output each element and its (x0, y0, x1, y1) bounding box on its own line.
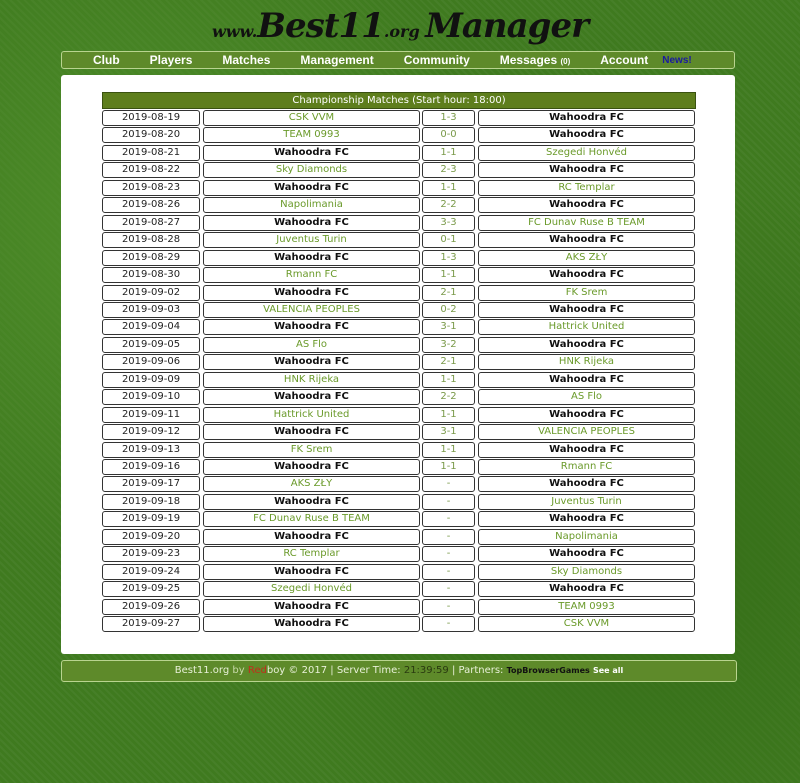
match-score[interactable]: 0-2 (422, 302, 475, 318)
match-date: 2019-09-10 (102, 389, 200, 405)
away-team[interactable]: Wahoodra FC (478, 407, 695, 423)
match-date: 2019-09-19 (102, 511, 200, 527)
home-team[interactable]: VALENCIA PEOPLES (203, 302, 420, 318)
home-team[interactable]: Wahoodra FC (203, 459, 420, 475)
footer-sep: | (330, 665, 334, 676)
away-team[interactable]: RC Templar (478, 180, 695, 196)
match-date: 2019-09-02 (102, 285, 200, 301)
home-team[interactable]: FK Srem (203, 442, 420, 458)
away-team[interactable]: AS Flo (478, 389, 695, 405)
home-team[interactable]: Wahoodra FC (203, 215, 420, 231)
away-team[interactable]: VALENCIA PEOPLES (478, 424, 695, 440)
match-score[interactable]: 1-1 (422, 180, 475, 196)
home-team[interactable]: HNK Rijeka (203, 372, 420, 388)
away-team[interactable]: Wahoodra FC (478, 232, 695, 248)
match-score[interactable]: 2-2 (422, 197, 475, 213)
home-team[interactable]: Wahoodra FC (203, 529, 420, 545)
match-date: 2019-09-26 (102, 599, 200, 615)
match-date: 2019-09-24 (102, 564, 200, 580)
home-team[interactable]: Wahoodra FC (203, 424, 420, 440)
footer-by: by (232, 665, 245, 676)
match-score[interactable]: 1-1 (422, 267, 475, 283)
away-team[interactable]: HNK Rijeka (478, 354, 695, 370)
home-team[interactable]: TEAM 0993 (203, 127, 420, 143)
nav-players[interactable]: Players (149, 53, 193, 67)
home-team[interactable]: Wahoodra FC (203, 599, 420, 615)
logo-www: www. (212, 22, 258, 41)
messages-count: (0) (560, 57, 571, 66)
match-score[interactable]: - (422, 476, 475, 492)
nav-management[interactable]: Management (300, 53, 374, 67)
footer-copyright: © 2017 (288, 665, 328, 676)
away-team[interactable]: Wahoodra FC (478, 337, 695, 353)
match-score[interactable]: 1-3 (422, 250, 475, 266)
match-score[interactable]: 2-1 (422, 285, 475, 301)
away-team[interactable]: Wahoodra FC (478, 127, 695, 143)
away-team[interactable]: Wahoodra FC (478, 546, 695, 562)
match-date: 2019-09-05 (102, 337, 200, 353)
match-date: 2019-08-23 (102, 180, 200, 196)
nav-community[interactable]: Community (403, 53, 470, 67)
match-date: 2019-09-23 (102, 546, 200, 562)
match-date: 2019-08-21 (102, 145, 200, 161)
match-date: 2019-08-26 (102, 197, 200, 213)
away-team[interactable]: FC Dunav Ruse B TEAM (478, 215, 695, 231)
match-date: 2019-09-12 (102, 424, 200, 440)
match-score[interactable]: 3-1 (422, 424, 475, 440)
away-team[interactable]: Wahoodra FC (478, 372, 695, 388)
table-title: Championship Matches (Start hour: 18:00) (102, 92, 696, 109)
match-score[interactable]: 0-0 (422, 127, 475, 143)
match-score[interactable]: 3-1 (422, 319, 475, 335)
server-time-label: Server Time: (336, 665, 401, 676)
footer-author[interactable] (248, 665, 285, 676)
away-team[interactable]: Wahoodra FC (478, 581, 695, 597)
home-team[interactable]: Wahoodra FC (203, 319, 420, 335)
match-score[interactable]: 2-2 (422, 389, 475, 405)
home-team[interactable]: Wahoodra FC (203, 616, 420, 632)
footer-sep: | (451, 665, 456, 676)
away-team[interactable]: Wahoodra FC (478, 267, 695, 283)
home-team[interactable]: Wahoodra FC (203, 285, 420, 301)
match-date: 2019-08-28 (102, 232, 200, 248)
match-date: 2019-09-13 (102, 442, 200, 458)
away-team[interactable]: Hattrick United (478, 319, 695, 335)
match-date: 2019-08-22 (102, 162, 200, 178)
home-team[interactable]: Napolimania (203, 197, 420, 213)
match-date: 2019-08-20 (102, 127, 200, 143)
match-score[interactable]: - (422, 529, 475, 545)
see-all-link[interactable]: See all (592, 666, 624, 675)
site-logo[interactable] (0, 6, 800, 46)
home-team[interactable]: Wahoodra FC (203, 494, 420, 510)
home-team[interactable]: Sky Diamonds (203, 162, 420, 178)
match-score[interactable]: 3-2 (422, 337, 475, 353)
match-date: 2019-09-04 (102, 319, 200, 335)
away-team[interactable]: AKS ZŁY (478, 250, 695, 266)
logo-manager: Manager (425, 6, 588, 46)
away-team[interactable]: Szegedi Honvéd (478, 145, 695, 161)
match-date: 2019-08-30 (102, 267, 200, 283)
match-score[interactable]: 1-1 (422, 372, 475, 388)
match-score[interactable]: 2-1 (422, 354, 475, 370)
match-score[interactable]: - (422, 581, 475, 597)
nav-news[interactable]: News! (662, 54, 692, 66)
content-panel (61, 75, 735, 654)
match-score[interactable]: - (422, 616, 475, 632)
match-date: 2019-09-18 (102, 494, 200, 510)
server-time: 21:39:59 (403, 665, 449, 676)
home-team[interactable]: Juventus Turin (203, 232, 420, 248)
match-date: 2019-09-27 (102, 616, 200, 632)
home-team[interactable]: FC Dunav Ruse B TEAM (203, 511, 420, 527)
home-team[interactable]: AKS ZŁY (203, 476, 420, 492)
away-team[interactable]: FK Srem (478, 285, 695, 301)
match-score[interactable]: 1-1 (422, 459, 475, 475)
home-team[interactable]: Hattrick United (203, 407, 420, 423)
away-team[interactable]: Wahoodra FC (478, 511, 695, 527)
home-team[interactable]: Rmann FC (203, 267, 420, 283)
match-score[interactable]: - (422, 546, 475, 562)
match-date: 2019-09-16 (102, 459, 200, 475)
home-team[interactable]: Wahoodra FC (203, 180, 420, 196)
match-score[interactable]: 1-3 (422, 110, 475, 126)
home-team[interactable]: RC Templar (203, 546, 420, 562)
match-date: 2019-09-20 (102, 529, 200, 545)
nav-matches[interactable]: Matches (222, 53, 271, 67)
match-date: 2019-09-03 (102, 302, 200, 318)
away-team[interactable]: Wahoodra FC (478, 476, 695, 492)
partners-label: Partners: (458, 665, 504, 676)
match-date: 2019-09-06 (102, 354, 200, 370)
away-team[interactable]: CSK VVM (478, 616, 695, 632)
match-date: 2019-08-29 (102, 250, 200, 266)
footer (61, 660, 737, 682)
home-team[interactable]: Wahoodra FC (203, 389, 420, 405)
footer-site[interactable]: Best11.org (174, 665, 230, 676)
home-team[interactable]: Szegedi Honvéd (203, 581, 420, 597)
match-date: 2019-09-09 (102, 372, 200, 388)
match-date: 2019-09-25 (102, 581, 200, 597)
away-team[interactable]: Wahoodra FC (478, 302, 695, 318)
home-team[interactable]: CSK VVM (203, 110, 420, 126)
home-team[interactable]: Wahoodra FC (203, 564, 420, 580)
home-team[interactable]: Wahoodra FC (203, 145, 420, 161)
nav-messages-label: Messages (499, 53, 558, 67)
logo-org: .org (383, 22, 420, 41)
away-team[interactable]: TEAM 0993 (478, 599, 695, 615)
away-team[interactable]: Wahoodra FC (478, 197, 695, 213)
match-score[interactable]: 0-1 (422, 232, 475, 248)
away-team[interactable]: Wahoodra FC (478, 442, 695, 458)
match-score[interactable]: - (422, 494, 475, 510)
nav-account[interactable]: Account (600, 53, 649, 67)
match-score[interactable]: 3-3 (422, 215, 475, 231)
partner-link[interactable]: TopBrowserGames (506, 666, 590, 675)
away-team[interactable]: Wahoodra FC (478, 162, 695, 178)
nav-club[interactable]: Club (93, 53, 120, 67)
match-score[interactable]: 1-1 (422, 442, 475, 458)
away-team[interactable]: Sky Diamonds (478, 564, 695, 580)
away-team[interactable]: Juventus Turin (478, 494, 695, 510)
match-date: 2019-09-17 (102, 476, 200, 492)
main-nav (61, 51, 735, 69)
match-score[interactable]: 1-1 (422, 407, 475, 423)
match-date: 2019-08-19 (102, 110, 200, 126)
away-team[interactable]: Rmann FC (478, 459, 695, 475)
author-rest: boy (266, 665, 286, 676)
match-date: 2019-09-11 (102, 407, 200, 423)
match-score[interactable]: - (422, 599, 475, 615)
home-team[interactable]: Wahoodra FC (203, 250, 420, 266)
home-team[interactable]: Wahoodra FC (203, 354, 420, 370)
author-red: Red (247, 665, 267, 676)
away-team[interactable]: Napolimania (478, 529, 695, 545)
match-score[interactable]: - (422, 564, 475, 580)
home-team[interactable]: AS Flo (203, 337, 420, 353)
match-score[interactable]: 1-1 (422, 145, 475, 161)
away-team[interactable]: Wahoodra FC (478, 110, 695, 126)
logo-best: Best11 (257, 6, 384, 46)
nav-messages[interactable] (500, 53, 571, 67)
match-score[interactable]: 2-3 (422, 162, 475, 178)
match-score[interactable]: - (422, 511, 475, 527)
match-date: 2019-08-27 (102, 215, 200, 231)
